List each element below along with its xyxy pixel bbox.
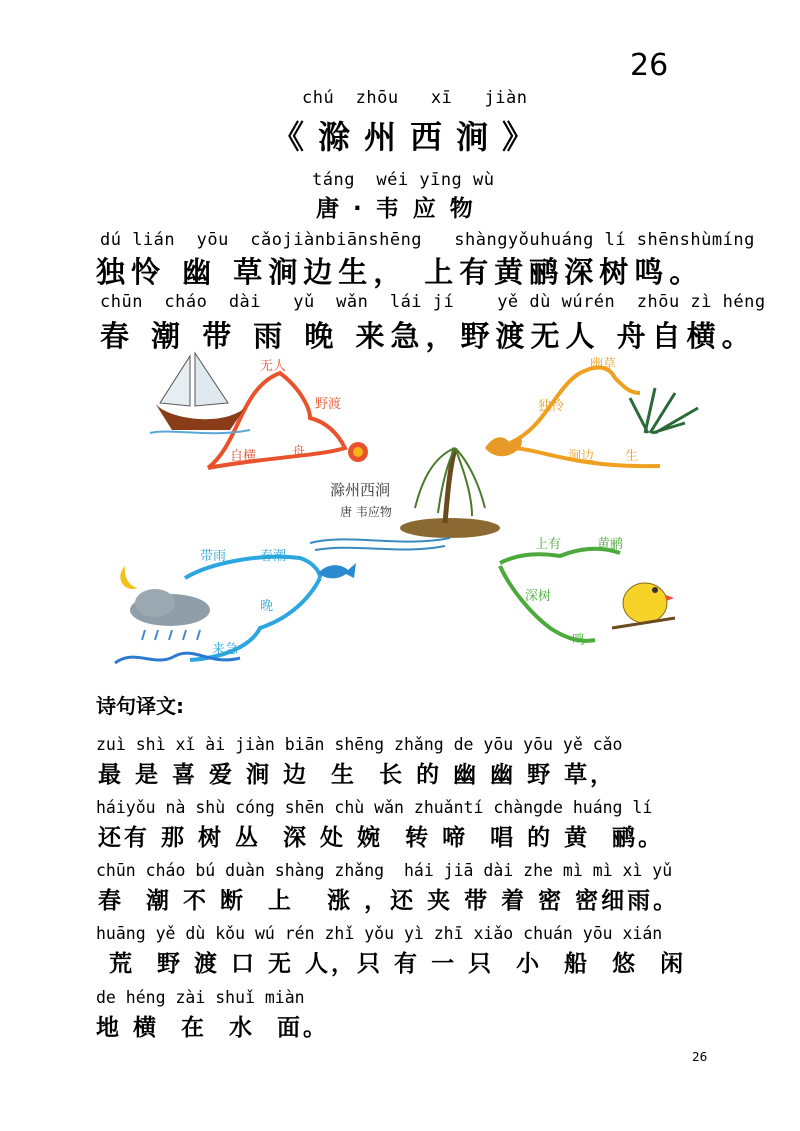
translation-line-5: 地 横 在 水 面。 — [96, 1015, 330, 1041]
poem-line-1-pinyin: dú lián yōu cǎojiànbiānshēng shàngyǒuhuáng lí shēnshùmíng — [100, 230, 755, 250]
center-island — [310, 448, 500, 550]
poem-line-2-pinyin: chūn cháo dài yǔ wǎn lái jí yě dù wúrén zhōu zì héng — [100, 292, 766, 312]
poem-mind-map — [100, 348, 708, 678]
translation-line-4: 荒 野 渡 口 无 人，只 有 一 只 小 船 悠 闲 — [98, 951, 687, 977]
green-word-2: 黄鹂 — [597, 537, 624, 552]
poem-author: 唐·韦应物 — [316, 196, 487, 222]
translation-line-1-pinyin: zuì shì xǐ ài jiàn biān shēng zhǎng de yōu yōu yě cǎo — [96, 735, 623, 754]
translation-heading: 诗句译文: — [96, 694, 184, 718]
yellow-bird-icon — [612, 583, 675, 628]
translation-line-4-pinyin: huāng yě dù kǒu wú rén zhǐ yǒu yì zhī xiǎo chuán yōu xián — [96, 924, 663, 943]
red-word-4: 舟 — [292, 445, 306, 460]
orange-word-4: 生 — [625, 449, 639, 464]
green-word-3: 深树 — [525, 589, 552, 604]
blue-word-2: 春潮 — [260, 549, 287, 564]
translation-line-5-pinyin: de héng zài shuǐ miàn — [96, 988, 305, 1007]
blue-word-1: 带雨 — [200, 549, 227, 564]
red-word-3: 自横 — [230, 449, 257, 464]
center-author: 唐 韦应物 — [340, 505, 392, 519]
translation-line-3-pinyin: chūn cháo bú duàn shàng zhǎng hái jiā dài zhe mì mì xì yǔ — [96, 861, 673, 880]
green-word-4: 鸣 — [572, 633, 586, 648]
title-pinyin: chú zhōu xī jiàn — [302, 88, 528, 108]
author-pinyin: táng wéi yīng wù — [312, 170, 495, 190]
grass-icon — [630, 388, 698, 433]
poem-line-1: 独怜 幽 草涧边生， 上有黄鹂深树鸣。 — [96, 255, 705, 289]
bird-flying-icon — [485, 437, 522, 456]
translation-line-1: 最 是 喜 爱 涧 边 生 长 的 幽 幽 野 草， — [98, 762, 617, 788]
page-number: 26 — [630, 48, 669, 83]
branch-green — [500, 549, 620, 641]
rain-cloud-icon — [130, 589, 210, 640]
green-word-1: 上有 — [535, 537, 562, 552]
blue-word-4: 来急 — [212, 642, 239, 657]
orange-word-1: 幽草 — [590, 357, 617, 372]
moon-icon — [120, 566, 138, 589]
red-word-1: 无人 — [260, 359, 287, 374]
red-word-2: 野渡 — [315, 397, 342, 412]
center-title: 滁州西涧 — [330, 481, 391, 499]
translation-line-3: 春 潮 不 断 上 涨 ，还 夹 带 着 密 密细雨。 — [98, 888, 680, 914]
footer-page-number: 26 — [692, 1050, 708, 1064]
blue-word-3: 晚 — [260, 599, 274, 614]
poem-line-2: 春 潮 带 雨 晚 来急，野渡无人 舟自横。 — [100, 319, 757, 353]
boat-icon — [150, 353, 250, 433]
translation-line-2-pinyin: háiyǒu nà shù cóng shēn chù wǎn zhuǎntí chàngde huáng lí — [96, 798, 653, 817]
fish-icon — [318, 563, 356, 578]
translation-line-2: 还有 那 树 丛 深 处 婉 转 啼 唱 的 黄 鹂。 — [98, 825, 665, 851]
orange-word-3: 涧边 — [568, 449, 595, 464]
orange-word-2: 独怜 — [538, 399, 565, 414]
poem-title: 《滁州西涧》 — [272, 118, 549, 156]
